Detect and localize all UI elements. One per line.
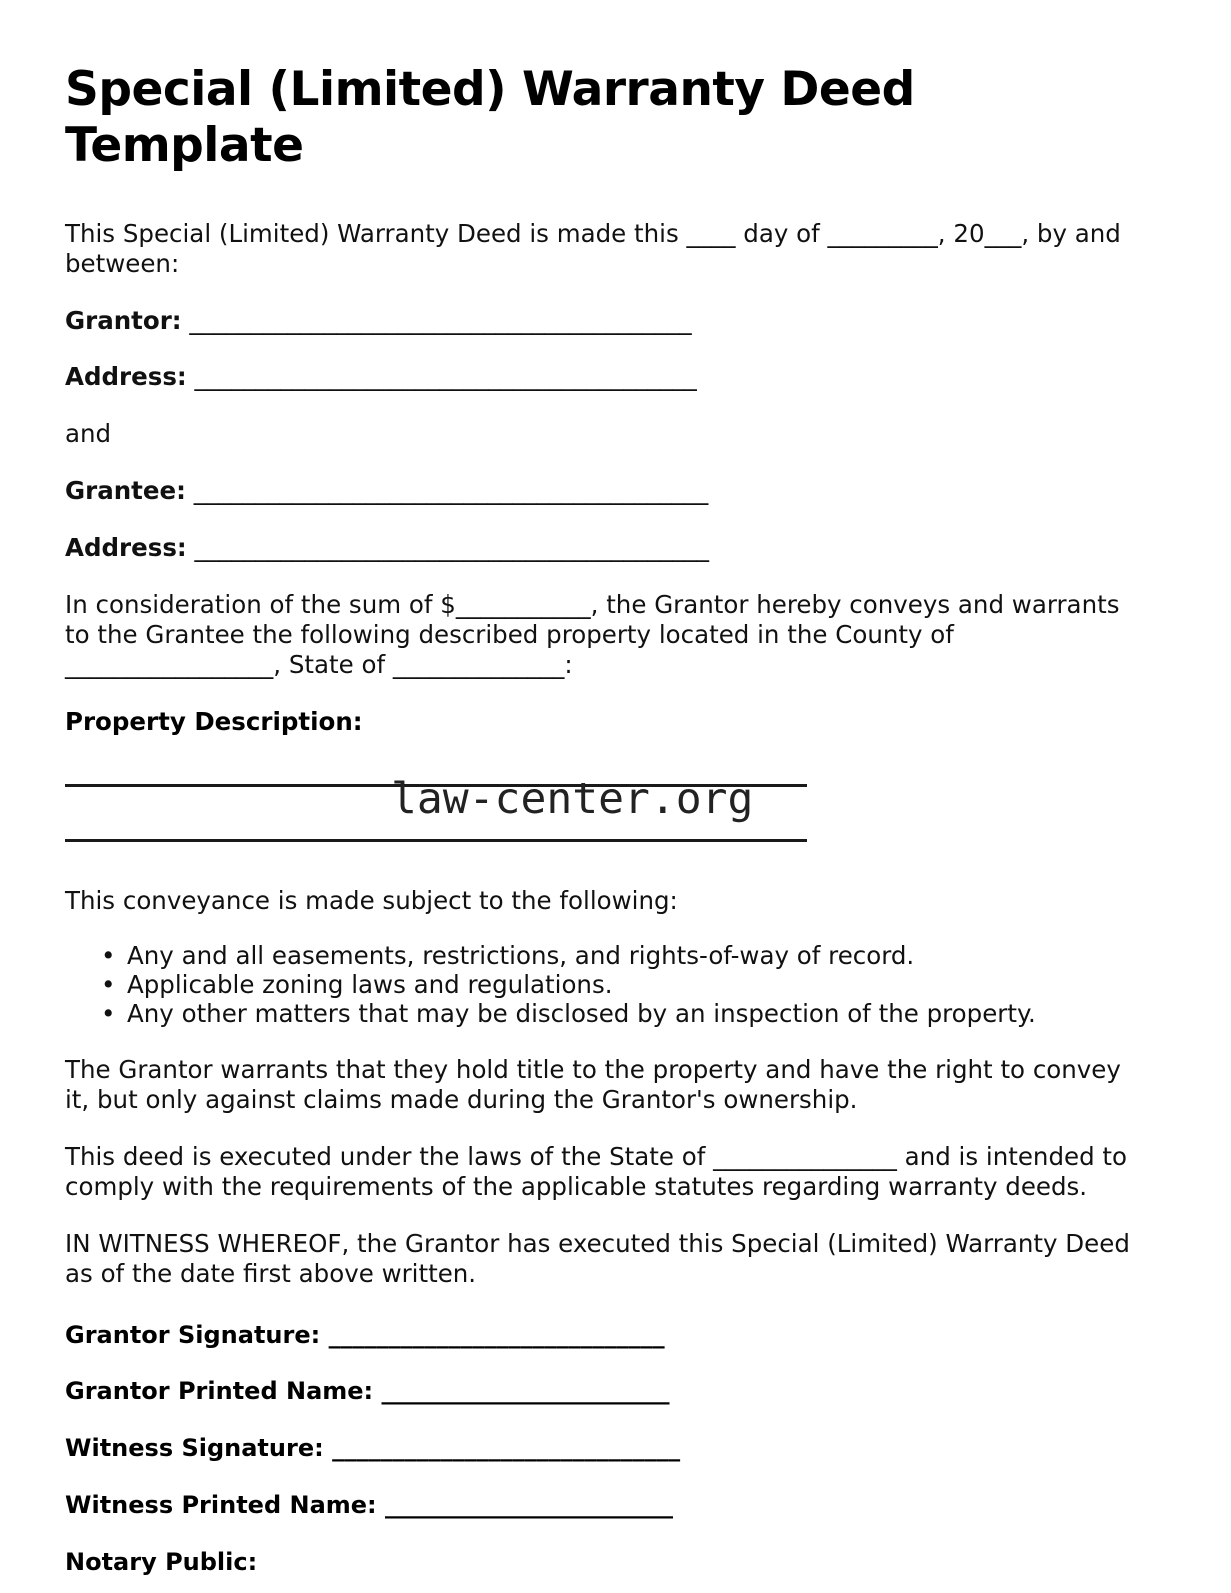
amount-blank: ___________ [455, 589, 591, 619]
intro-paragraph [65, 219, 1135, 279]
list-item: • Any and all easements, restrictions, and rights-of-way of record. [127, 942, 1135, 971]
execution-part-1: This deed is executed under the laws of the State of [65, 1142, 714, 1172]
witness-printed-name-label: Witness Printed Name: [65, 1491, 377, 1520]
property-description-blank-lines [65, 766, 1135, 858]
grantor-printed-name-field [65, 1377, 1135, 1406]
grantor-signature-label: Grantor Signature: [65, 1320, 321, 1349]
grantee-blank: __________________________________________ [193, 476, 709, 506]
witness-signature-field [65, 1434, 1135, 1463]
intro-mid-2: , 20 [937, 218, 985, 248]
grantor-blank: _________________________________________ [189, 305, 692, 335]
grantor-printed-name-label: Grantor Printed Name: [65, 1377, 374, 1406]
month-blank: _________ [827, 218, 938, 248]
property-description-rule-2 [65, 839, 807, 842]
page-title: Special (Limited) Warranty Deed Template [65, 62, 915, 174]
grantee-label: Grantee: [65, 476, 186, 506]
intro-before-day: This Special (Limited) Warranty Deed is made this [65, 218, 687, 248]
witness-printed-name-blank: ________________________ [385, 1491, 674, 1520]
watermark-text: law-center.org [391, 773, 754, 824]
conjunction-and: and [65, 419, 112, 449]
conditions-list [65, 942, 1135, 1028]
grantor-label: Grantor: [65, 305, 182, 335]
list-item: • Any other matters that may be disclosed by an inspection of the property. [127, 1000, 1135, 1029]
property-description-heading: Property Description: [65, 706, 363, 736]
notary-public-heading: Notary Public: [65, 1547, 258, 1576]
execution-paragraph [65, 1142, 1135, 1202]
intro-mid-1: day of [735, 218, 828, 248]
state-blank: ______________ [392, 649, 565, 679]
signature-block [65, 1321, 1135, 1577]
grantee-field [65, 476, 1135, 506]
conveyance-intro: This conveyance is made subject to the following: [65, 885, 678, 915]
consideration-part-4: : [564, 649, 573, 679]
year-blank: ___ [984, 218, 1022, 248]
consideration-part-1: In consideration of the sum of $ [65, 589, 456, 619]
grantor-signature-field [65, 1321, 1135, 1350]
consideration-part-2: , the Grantor hereby conveys and warrants to the Grantee the following described property located in the County of [65, 589, 1120, 649]
witness-signature-label: Witness Signature: [65, 1434, 324, 1463]
list-item: • Applicable zoning laws and regulations. [127, 971, 1135, 1000]
grantee-address-field [65, 533, 1135, 563]
county-blank: _________________ [65, 649, 274, 679]
grantor-address-label: Address: [65, 362, 187, 392]
consideration-part-3: , State of [273, 649, 393, 679]
grantee-address-label: Address: [65, 533, 187, 563]
intro-after: , by and between: [65, 218, 1121, 278]
grantor-address-blank: _________________________________________ [194, 362, 697, 392]
execution-part-2: and is intended to comply with the requirements of the applicable statutes regarding warranty deeds. [65, 1142, 1128, 1201]
grantee-address-blank: __________________________________________ [194, 533, 709, 563]
grantor-address-field [65, 362, 1135, 392]
grantor-printed-name-blank: ________________________ [381, 1377, 670, 1406]
grantor-field [65, 306, 1135, 336]
witness-printed-name-field [65, 1491, 1135, 1520]
witness-whereof-paragraph: IN WITNESS WHEREOF, the Grantor has executed this Special (Limited) Warranty Deed as of the date first above written. [65, 1228, 1130, 1288]
day-blank: ____ [686, 218, 736, 248]
warranty-paragraph: The Grantor warrants that they hold title to the property and have the right to convey it, but only against claims made during the Grantor's ownership. [65, 1055, 1121, 1115]
grantor-signature-blank: ____________________________ [328, 1320, 665, 1349]
witness-signature-blank: _____________________________ [332, 1434, 681, 1463]
consideration-paragraph [65, 590, 1135, 680]
execution-state-blank: _______________ [713, 1142, 897, 1172]
